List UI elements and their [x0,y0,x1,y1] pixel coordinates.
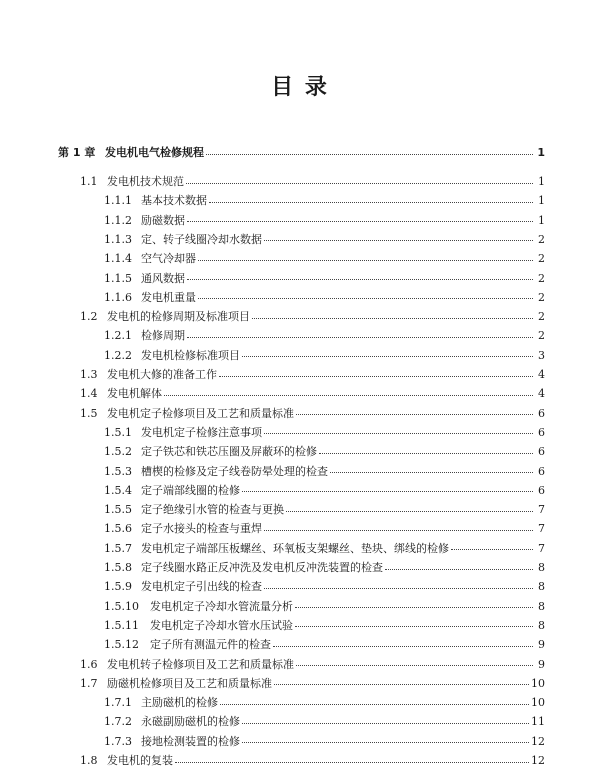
toc-entry-number: 1.2.1 [104,329,132,343]
toc-leader-dots [295,607,533,608]
toc-entry-number: 1.4 [80,387,98,401]
toc-page-number: 4 [538,387,545,401]
toc-chapter-entry[interactable] [58,142,545,160]
toc-page-number: 9 [538,638,545,652]
toc-entry-number: 1.5.2 [104,445,132,459]
toc-page-number: 7 [538,503,545,517]
toc-entry-title: 发电机转子检修项目及工艺和质量标准 [107,657,294,671]
toc-entry-number: 1.6 [80,657,98,671]
toc-page-number: 2 [538,252,545,266]
toc-page-number: 10 [531,676,545,690]
toc-entry[interactable] [104,229,545,247]
toc-leader-dots [296,665,533,666]
toc-page-number: 8 [538,580,545,594]
toc-leader-dots [242,723,529,724]
toc-entry[interactable] [104,557,545,575]
toc-entry-title: 励磁机检修项目及工艺和质量标准 [107,676,272,690]
toc-entry-title: 永磁副励磁机的检修 [141,715,240,729]
toc-entry-number: 1.2.2 [104,348,132,362]
toc-leader-dots [451,549,533,550]
toc-entry-title: 发电机定子检修项目及工艺和质量标准 [107,406,294,420]
toc-leader-dots [187,337,533,338]
toc-entry[interactable] [104,441,545,459]
toc-entry[interactable] [104,210,545,228]
toc-entry-title: 定子线圈水路正反冲洗及发电机反冲洗装置的检查 [141,561,383,574]
toc-leader-dots [252,318,533,319]
toc-entry[interactable] [80,306,545,324]
toc-entry-title: 发电机定子引出线的检查 [141,580,262,594]
toc-page-number: 3 [538,348,545,362]
toc-entry-title: 接地检测装置的检修 [141,734,240,748]
toc-entry[interactable] [104,461,545,479]
toc-entry[interactable] [104,345,545,363]
toc-entry-number: 1.1.1 [104,194,132,208]
toc-entry-title: 发电机技术规范 [107,175,184,188]
toc-entry[interactable] [104,325,545,343]
toc-entry[interactable] [104,480,545,498]
toc-entry-title: 槽楔的检修及定子线卷防晕处理的检查 [141,464,328,478]
toc-entry-number: 1.2 [80,310,98,324]
toc-entry-title: 发电机重量 [141,290,196,304]
toc-entry-title: 发电机解体 [107,387,162,401]
toc-page-number: 6 [538,464,545,478]
toc-entry[interactable] [80,383,545,401]
toc-chapter-number: 第 1 章 [58,146,96,159]
toc-page-number: 4 [538,368,545,381]
toc-entry-title: 发电机定子冷却水管水压试验 [150,618,293,632]
toc-entry-number: 1.1.2 [104,213,132,227]
toc-entry[interactable] [104,596,545,614]
toc-page-number: 9 [538,657,545,671]
toc-entry[interactable] [104,287,545,305]
toc-entry-title: 基本技术数据 [141,194,207,208]
toc-entry[interactable] [80,654,545,672]
toc-leader-dots [385,569,533,570]
toc-entry[interactable] [104,615,545,633]
toc-entry[interactable] [80,403,545,421]
toc-leader-dots [242,742,529,743]
toc-page-number: 6 [538,445,545,459]
toc-entry-number: 1.8 [80,754,98,767]
toc-leader-dots [209,202,533,203]
toc-entry-title: 定子铁芯和铁芯压圈及屏蔽环的检修 [141,445,317,459]
toc-entry[interactable] [104,711,545,729]
toc-entry-title: 励磁数据 [141,213,185,227]
toc-entry-number: 1.7.3 [104,734,132,748]
toc-entry-number: 1.1.3 [104,232,132,246]
toc-leader-dots [187,221,533,222]
toc-entry[interactable] [80,171,545,189]
toc-leader-dots [330,472,533,473]
toc-page-number: 7 [538,522,545,536]
toc-page-number: 2 [538,329,545,343]
toc-page-number: 8 [538,618,545,632]
toc-entry-number: 1.1.4 [104,252,132,266]
toc-leader-dots [206,154,533,155]
toc-entry-number: 1.1.5 [104,271,132,285]
toc-entry[interactable] [80,750,545,768]
toc-entry-title: 发电机的复装 [107,754,173,767]
toc-entry-title: 定子绝缘引水管的检查与更换 [141,503,284,517]
toc-entry-number: 1.5.8 [104,561,132,574]
toc-entry-number: 1.5.9 [104,580,132,594]
toc-page-number: 12 [531,754,545,767]
toc-entry-title: 发电机定子端部压板螺丝、环氧板支架螺丝、垫块、绑线的检修 [141,541,449,555]
toc-entry[interactable] [104,634,545,652]
toc-entry-number: 1.7 [80,676,98,690]
toc-leader-dots [242,356,533,357]
toc-leader-dots [242,491,533,492]
toc-leader-dots [186,183,533,184]
toc-chapter-title: 发电机电气检修规程 [105,146,204,159]
toc-entry-title: 定子端部线圈的检修 [141,483,240,497]
toc-page-number: 1 [537,146,545,159]
toc-leader-dots [198,298,533,299]
toc-page-number: 2 [538,310,545,324]
toc-leader-dots [198,260,533,261]
toc-page-number: 8 [538,561,545,574]
toc-entry[interactable] [104,731,545,749]
toc-leader-dots [274,684,529,685]
toc-entry-title: 发电机定子检修注意事项 [141,425,262,439]
toc-page-number: 1 [538,213,545,227]
toc-page-number: 7 [538,541,545,555]
toc-page-number: 1 [538,194,545,208]
toc-leader-dots [220,704,529,705]
toc-page-number: 2 [538,290,545,304]
toc-leader-dots [264,240,533,241]
toc-entry[interactable] [104,248,545,266]
toc-page-number: 1 [538,175,545,188]
toc-entry[interactable] [104,190,545,208]
toc-leader-dots [264,588,533,589]
toc-entry[interactable] [104,538,545,556]
toc-entry[interactable] [104,518,545,536]
toc-entry-number: 1.1 [80,175,98,188]
toc-entry-number: 1.5.11 [104,618,139,632]
toc-entry-title: 发电机检修标准项目 [141,348,240,362]
toc-leader-dots [264,530,533,531]
toc-leader-dots [187,279,533,280]
toc-leader-dots [164,395,533,396]
toc-leader-dots [175,762,529,763]
toc-entry-number: 1.7.2 [104,715,132,729]
toc-leader-dots [296,414,533,415]
toc-leader-dots [219,376,533,377]
toc-entry-title: 空气冷却器 [141,252,196,266]
toc-entry-number: 1.5.5 [104,503,132,517]
toc-entry-number: 1.5.1 [104,425,132,439]
toc-entry-number: 1.5.6 [104,522,132,536]
toc-entry-title: 发电机定子冷却水管流量分析 [150,599,293,613]
toc-entry[interactable] [80,673,545,691]
toc-entry-title: 定子所有测温元件的检查 [150,638,271,652]
toc-page-number: 6 [538,425,545,439]
toc-page-number: 10 [531,696,545,710]
toc-entry-title: 通风数据 [141,271,185,285]
toc-entry[interactable] [104,692,545,710]
toc-entry[interactable] [80,364,545,382]
toc-entry-number: 1.5.4 [104,483,132,497]
toc-page-number: 6 [538,406,545,420]
toc-entry-number: 1.7.1 [104,696,132,710]
toc-entry-number: 1.1.6 [104,290,132,304]
toc-entry-title: 检修周期 [141,329,185,343]
toc-page-number: 11 [531,715,545,729]
toc-entry[interactable] [104,499,545,517]
toc-entry[interactable] [104,576,545,594]
toc-entry-number: 1.3 [80,368,98,381]
toc-entry[interactable] [104,268,545,286]
toc-leader-dots [295,626,533,627]
toc-entry-title: 发电机的检修周期及标准项目 [107,310,250,324]
toc-page-number: 12 [531,734,545,748]
toc-entry-number: 1.5.3 [104,464,132,478]
toc-entry-title: 发电机大修的准备工作 [107,368,217,381]
toc-leader-dots [319,453,533,454]
toc-entry-title: 定子水接头的检查与重焊 [141,522,262,536]
toc-entry-number: 1.5.12 [104,638,139,652]
toc-entry-number: 1.5 [80,406,98,420]
toc-leader-dots [286,511,533,512]
toc-page-number: 8 [538,599,545,613]
toc-page-number: 6 [538,483,545,497]
toc-entry[interactable] [104,422,545,440]
toc-entry-title: 定、转子线圈冷却水数据 [141,232,262,246]
page-title: 目 录 [271,75,329,100]
toc-page-number: 2 [538,271,545,285]
toc-entry-number: 1.5.10 [104,599,139,613]
toc-page-number: 2 [538,232,545,246]
toc-entry-title: 主励磁机的检修 [141,696,218,710]
toc-leader-dots [264,433,533,434]
toc-entry-number: 1.5.7 [104,541,132,555]
toc-leader-dots [273,646,533,647]
